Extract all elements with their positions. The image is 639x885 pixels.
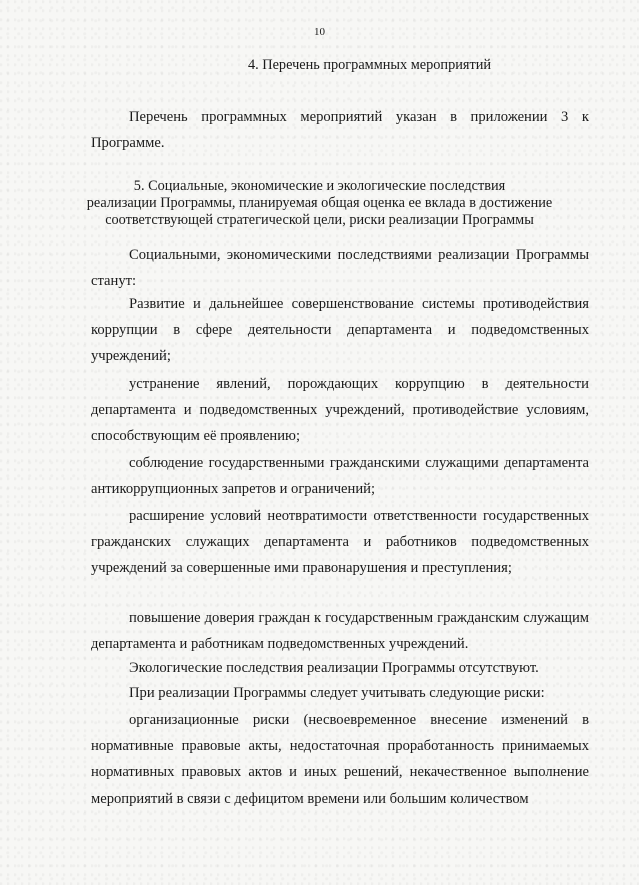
risks-intro: При реализации Программы следует учитывать следующие риски: <box>129 685 545 701</box>
section-4-heading: 4. Перечень программных мероприятий <box>247 57 492 73</box>
page-number: 10 <box>314 26 325 38</box>
ecology-statement: Экологические последствия реализации Программы отсутствуют. <box>129 660 539 676</box>
risk-organizational: организационные риски (несвоевременное внесение изменений в нормативные правовые акты, недостаточная проработанность принимаемых нормативных правовых актов и иных решений, некачественное выполнение мероприятий в связи с дефицитом времени или большим количеством <box>91 712 589 807</box>
consequence-item-4: расширение условий неотвратимости ответственности государственных гражданских служащих департамента и работников подведомственных учреждений за совершенные ими правонарушения и преступления; <box>91 508 589 577</box>
section-4-text: Перечень программных мероприятий указан в приложении 3 к Программе. <box>91 109 589 152</box>
consequence-item-3: соблюдение государственными гражданскими служащими департамента антикоррупционных запретов и ограничений; <box>91 455 589 498</box>
consequence-item-5: повышение доверия граждан к государственным гражданским служащим департамента и работникам подведомственных учреждений. <box>91 610 589 653</box>
section-5-heading-line-3: соответствующей стратегической цели, риски реализации Программы <box>105 212 534 228</box>
section-5-heading <box>0 178 639 229</box>
consequences-intro: Социальными, экономическими последствиями реализации Программы станут: <box>91 247 589 290</box>
consequence-item-1: Развитие и дальнейшее совершенствование системы противодействия коррупции в сфере деятельности департамента и подведомственных учреждений; <box>91 296 589 365</box>
section-5-heading-line-1: 5. Социальные, экономические и экологические последствия <box>133 178 506 194</box>
section-5-heading-line-2: реализации Программы, планируемая общая оценка ее вклада в достижение <box>86 195 553 211</box>
consequence-item-2: устранение явлений, порождающих коррупцию в деятельности департамента и подведомственных учреждений, противодействие условиям, способствующим её проявлению; <box>91 376 589 445</box>
